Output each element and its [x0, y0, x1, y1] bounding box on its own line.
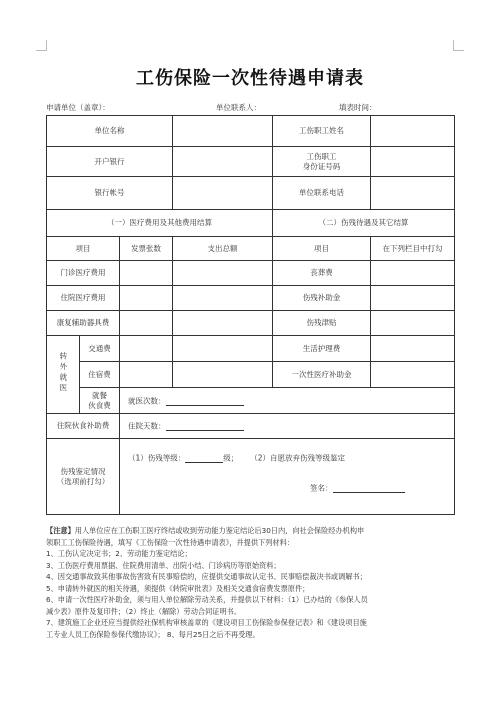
appraisal-option-waive[interactable]: （2）自愿放弃伤残等级鉴定	[250, 453, 345, 463]
section-medical-header: （一）医疗费用及其他费用结算	[47, 210, 273, 237]
section-disability-header: （二）伤残待遇及其它结算	[273, 210, 455, 237]
bank-label: 开户银行	[47, 147, 173, 177]
funeral-label: 丧葬费	[273, 261, 371, 286]
lodging-invoice-field[interactable]	[120, 362, 173, 388]
inpatient-cost-label: 住院医疗费用	[47, 286, 120, 311]
inpatient-total-field[interactable]	[173, 286, 273, 311]
col-item2-header: 项目	[273, 237, 371, 261]
aid-device-invoice-field[interactable]	[120, 311, 173, 336]
notes-line: 减少表》原件及复印件；（2）终止（解除）劳动合同证明书。	[46, 606, 242, 616]
bank-field[interactable]	[173, 147, 273, 177]
disability-allowance-label: 伤残津贴	[273, 311, 371, 336]
appraisal-options: （1）伤残等级： 级； （2）自愿放弃伤残等级鉴定 签名：	[120, 439, 455, 515]
outside-visits-field[interactable]: 就医次数：	[120, 388, 455, 414]
col-check-header: 在下列栏目中打勾	[371, 237, 455, 261]
unit-phone-field[interactable]	[371, 177, 455, 210]
hospital-meal-subsidy-label: 住院伙食补助费	[47, 414, 120, 439]
page-corner-mark	[453, 40, 464, 51]
bank-account-field[interactable]	[173, 177, 273, 210]
clinic-cost-label: 门诊医疗费用	[47, 261, 120, 286]
unit-contact-label: 单位联系人：	[216, 103, 261, 112]
notes-line: 用人单位应在工伤职工医疗终结或收到劳动能力鉴定结论后30日内，向社会保险经办机构申	[74, 526, 365, 535]
notes-line: 1、工伤认定决定书；2、劳动能力鉴定结论；	[46, 549, 192, 559]
page-corner-mark	[36, 40, 47, 51]
aid-device-cost-label: 康复辅助器具费	[47, 311, 120, 336]
medical-lump-sum-label: 一次性医疗补助金	[273, 362, 371, 388]
disability-allowance-check[interactable]	[371, 311, 455, 336]
outside-treatment-label: 转外就医	[47, 336, 80, 414]
funeral-check[interactable]	[371, 261, 455, 286]
clinic-total-field[interactable]	[173, 261, 273, 286]
notes-section	[46, 525, 458, 640]
signature-field[interactable]	[333, 483, 405, 493]
disability-subsidy-label: 伤残补助金	[273, 286, 371, 311]
col-invoice-count-header: 发票张数	[120, 237, 173, 261]
clinic-invoice-field[interactable]	[120, 261, 173, 286]
bank-account-label: 银行帐号	[47, 177, 173, 210]
col-total-header: 支出总额	[173, 237, 273, 261]
meal-cost-label: 就餐 伙食费	[80, 388, 120, 414]
notes-line: 工专业人员工伤保险参保代缴协议》； 8、每月25日之后不再受理。	[46, 629, 260, 639]
application-table	[46, 115, 455, 515]
worker-name-field[interactable]	[371, 116, 455, 147]
lodging-total-field[interactable]	[173, 362, 273, 388]
id-number-label: 工伤职工 身份证号码	[273, 147, 371, 177]
aid-device-total-field[interactable]	[173, 311, 273, 336]
signature-label: 签名：	[310, 483, 333, 493]
notes-line: 6、申请一次性医疗补助金，须与用人单位解除劳动关系，并提供以下材料：（1）已办结的《参保人员	[46, 595, 368, 605]
disability-subsidy-check[interactable]	[371, 286, 455, 311]
notes-line: 7、建筑施工企业还应当提供经社保机构审核盖章的《建设项目工伤保险参保登记表》和《建设项目施	[46, 618, 367, 628]
medical-lump-sum-check[interactable]	[371, 362, 455, 388]
unit-name-label: 单位名称	[47, 116, 173, 147]
form-title: 工伤保险一次性待遇申请表	[136, 68, 364, 89]
hospital-days-field[interactable]: 住院天数：	[120, 414, 455, 439]
col-item-header: 项目	[47, 237, 120, 261]
appraisal-label: 伤残鉴定情况 （选项前打勾）	[47, 439, 120, 515]
fill-date-label: 填表时间：	[339, 103, 377, 112]
transport-cost-label: 交通费	[80, 336, 120, 362]
notes-lead: 【注意】	[46, 526, 75, 535]
notes-line: 3、工伤医疗费用票据、住院费用清单、出院小结、门诊病历等原始资料；	[46, 560, 281, 570]
transport-invoice-field[interactable]	[120, 336, 173, 362]
unit-name-field[interactable]	[173, 116, 273, 147]
inpatient-invoice-field[interactable]	[120, 286, 173, 311]
notes-line: 5、申请转外就医的相关待遇，须提供《转院审批表》及相关交通食宿费发票原件；	[46, 583, 310, 593]
lodging-cost-label: 住宿费	[80, 362, 120, 388]
notes-line: 领职工工伤保险待遇，填写《工伤保险一次性待遇申请表》，并提供下列材料：	[46, 537, 294, 547]
applicant-unit-label: 申请单位（盖章）：	[46, 103, 110, 112]
notes-line: 4、因交通事故致其他事故伤害致有民事赔偿的，应提供交通事故认定书、民事赔偿裁决书或调解书；	[46, 572, 367, 582]
transport-total-field[interactable]	[173, 336, 273, 362]
worker-name-label: 工伤职工姓名	[273, 116, 371, 147]
nursing-label: 生活护理费	[273, 336, 371, 362]
id-number-field[interactable]	[371, 147, 455, 177]
nursing-check[interactable]	[371, 336, 455, 362]
unit-phone-label: 单位联系电话	[273, 177, 371, 210]
appraisal-option-level[interactable]: （1）伤残等级：	[128, 453, 186, 463]
